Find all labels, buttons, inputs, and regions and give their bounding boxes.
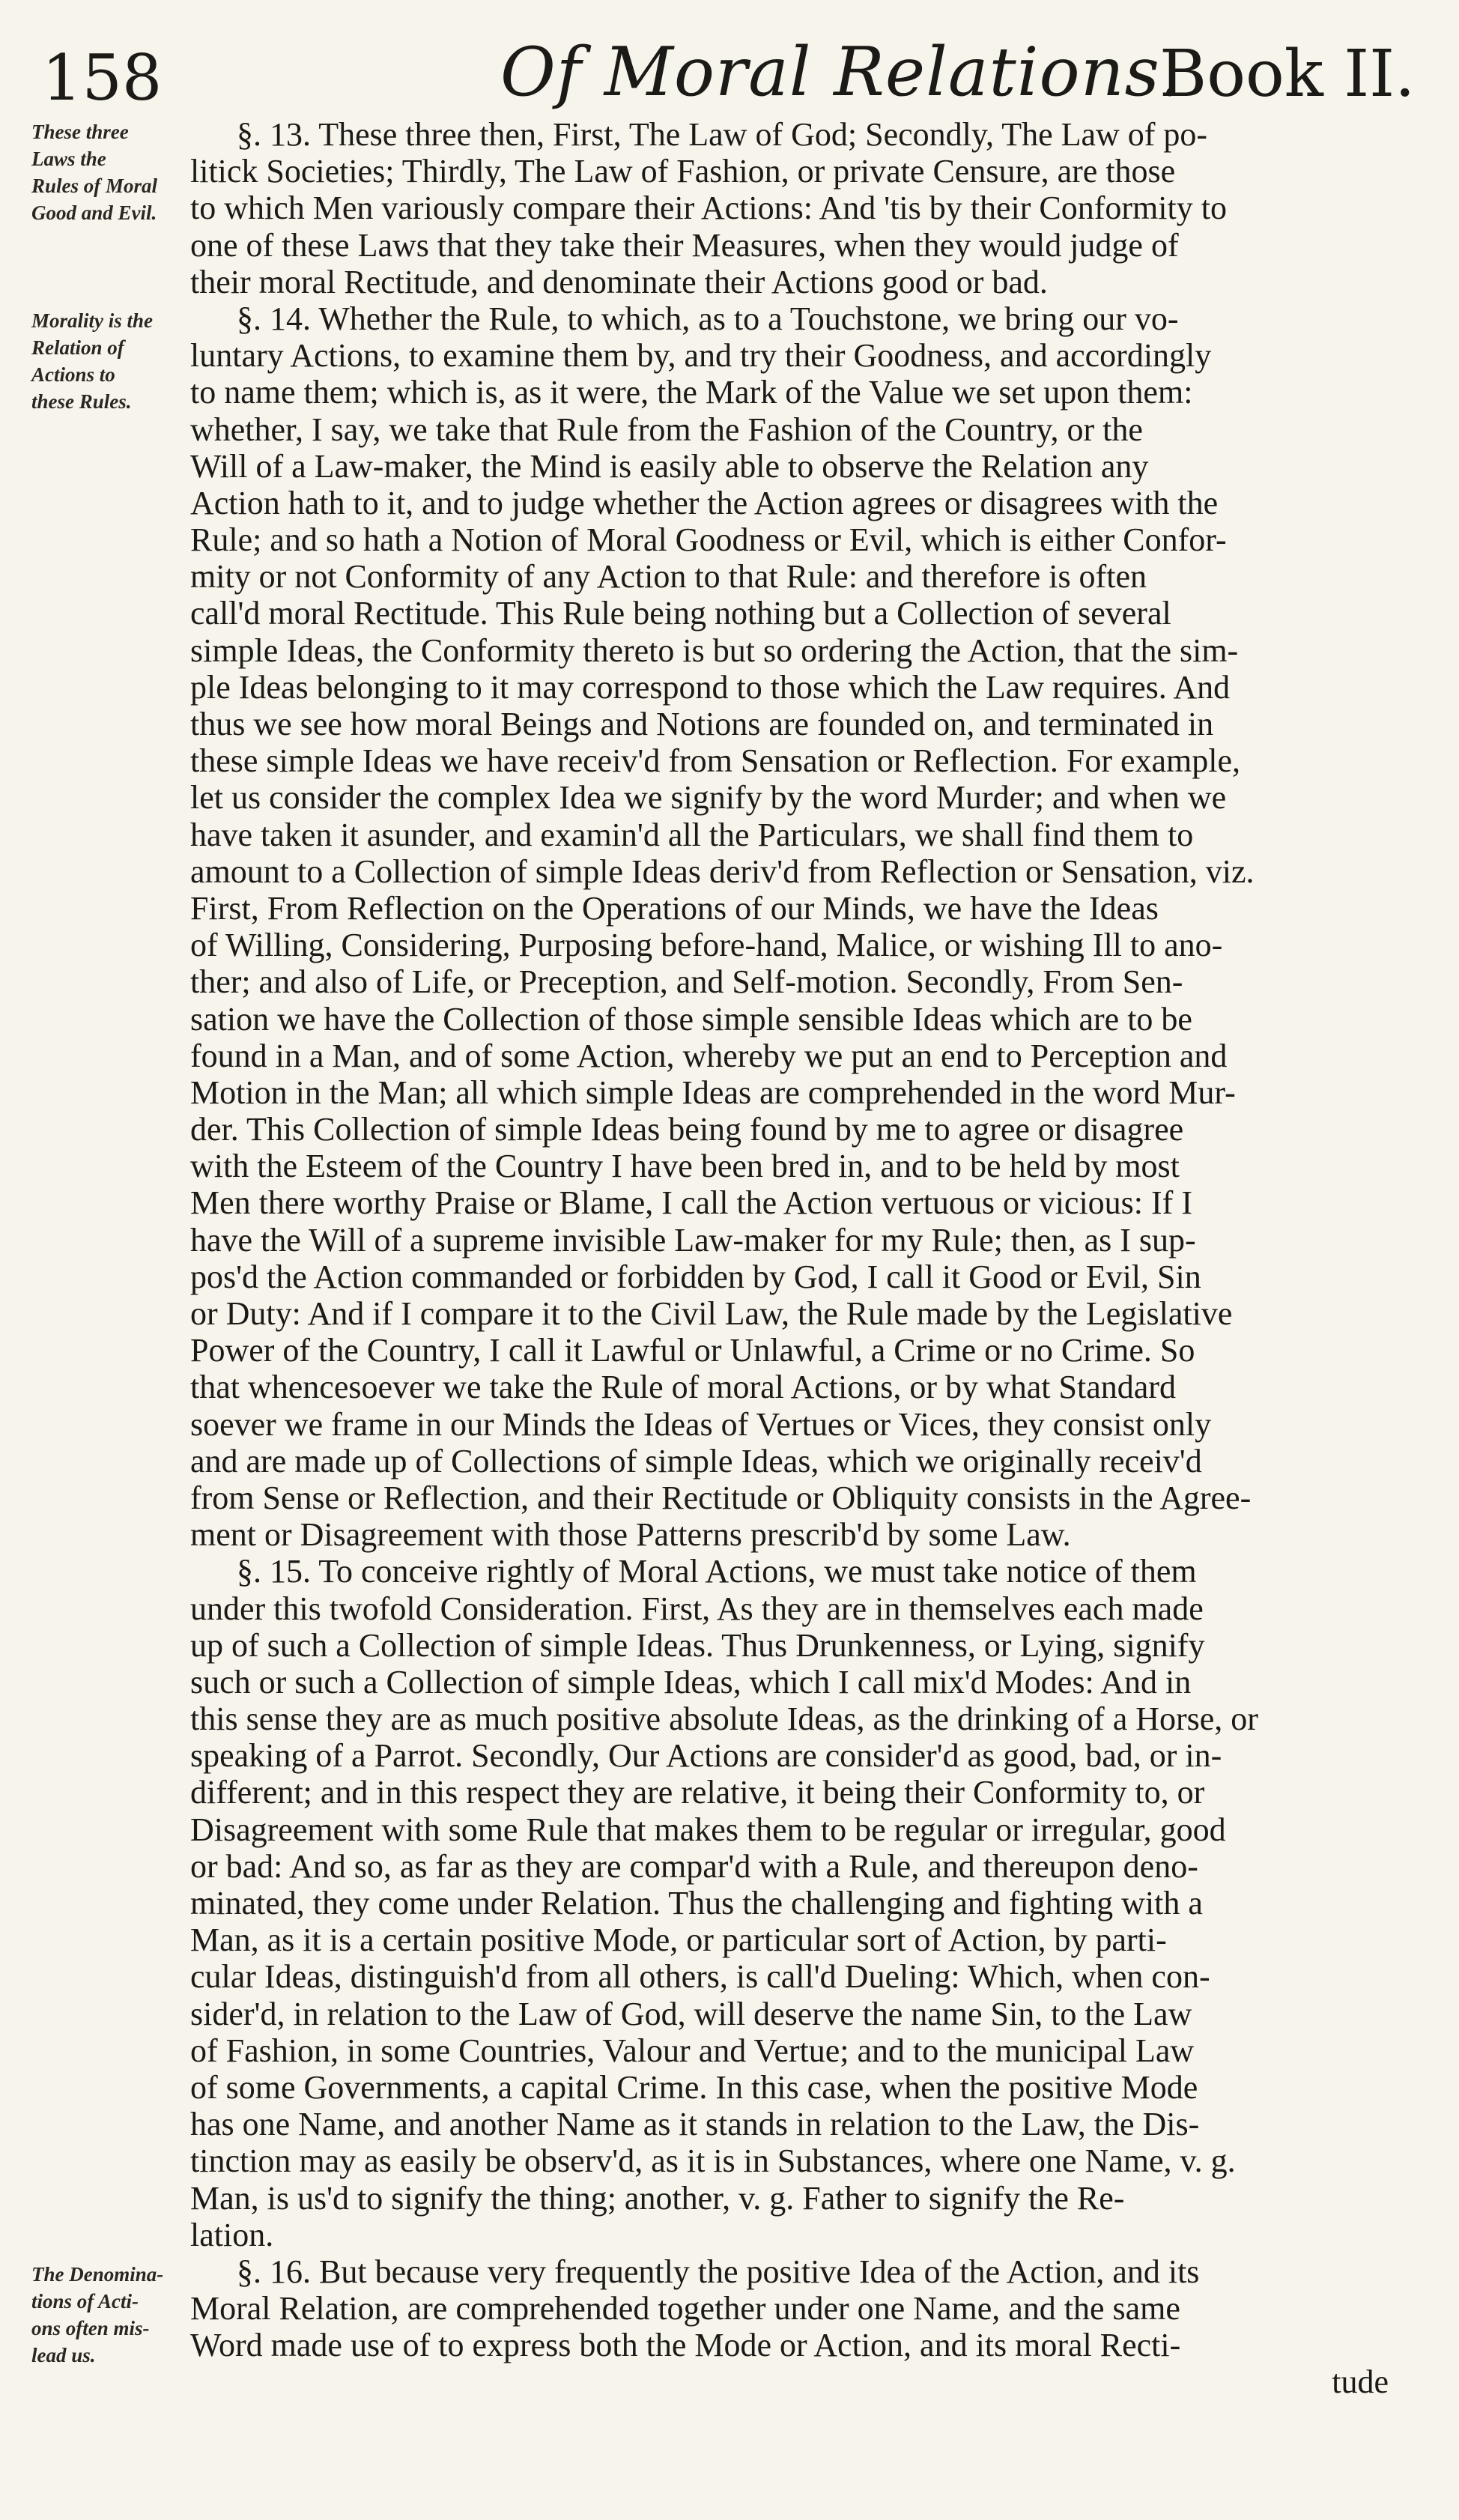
text-line: found in a Man, and of some Action, whereby we put an end to Perception and bbox=[190, 1037, 1228, 1074]
text-line: Power of the Country, I call it Lawful or Unlawful, a Crime or no Crime. So bbox=[190, 1332, 1195, 1369]
text-line: minated, they come under Relation. Thus the challenging and fighting with a bbox=[190, 1885, 1203, 1921]
text-line: Men there worthy Praise or Blame, I call the Action vertuous or vicious: If I bbox=[190, 1184, 1192, 1222]
text-line: Will of a Law-maker, the Mind is easily able to observe the Relation any bbox=[190, 447, 1149, 485]
text-line: of some Governments, a capital Crime. In this case, when the positive Mode bbox=[190, 2068, 1198, 2106]
book-label: Book II. bbox=[1159, 37, 1416, 112]
text-line: ple Ideas belonging to it may correspond to those which the Law requires. And bbox=[190, 668, 1231, 706]
margin-note-denominations bbox=[31, 2261, 204, 2369]
margin-note-line: tions of Acti- bbox=[31, 2290, 139, 2312]
text-line: ment or Disagreement with those Patterns prescrib'd by some Law. bbox=[190, 1516, 1071, 1554]
text-line: thus we see how moral Beings and Notions are founded on, and terminated in bbox=[190, 706, 1214, 742]
text-line: these simple Ideas we have receiv'd from Sensation or Reflection. For example, bbox=[190, 742, 1241, 780]
text-line: simple Ideas, the Conformity thereto is but so ordering the Action, that the sim- bbox=[190, 631, 1239, 669]
text-line: luntary Actions, to examine them by, and try their Goodness, and accordingly bbox=[190, 337, 1212, 375]
text-line: der. This Collection of simple Ideas being found by me to agree or disagree bbox=[190, 1111, 1184, 1148]
text-line: Moral Relation, are comprehended together under one Name, and the same bbox=[190, 2290, 1180, 2327]
margin-note-line: these Rules. bbox=[31, 390, 132, 413]
text-line: ther; and also of Life, or Preception, and Self-motion. Secondly, From Sen- bbox=[190, 963, 1183, 1001]
text-line: such or such a Collection of simple Ideas, which I call mix'd Modes: And in bbox=[190, 1663, 1192, 1700]
text-line: litick Societies; Thirdly, The Law of Fashion, or private Censure, are those bbox=[190, 153, 1176, 190]
page-number: 158 bbox=[42, 41, 163, 115]
text-line: §. 14. Whether the Rule, to which, as to a Touchstone, we bring our vo- bbox=[237, 300, 1179, 337]
text-line: speaking of a Parrot. Secondly, Our Actions are consider'd as good, bad, or in- bbox=[190, 1737, 1222, 1775]
text-line: mity or not Conformity of any Action to that Rule: and therefore is often bbox=[190, 558, 1147, 596]
text-line: to which Men variously compare their Actions: And 'tis by their Conformity to bbox=[190, 190, 1227, 227]
text-line: with the Esteem of the Country I have been bred in, and to be held by most bbox=[190, 1148, 1180, 1185]
text-line: has one Name, and another Name as it stands in relation to the Law, the Dis- bbox=[190, 2106, 1200, 2143]
margin-note-line: These three bbox=[31, 121, 129, 143]
text-line: or Duty: And if I compare it to the Civil Law, the Rule made by the Legislative bbox=[190, 1295, 1233, 1332]
text-line: §. 13. These three then, First, The Law of God; Secondly, The Law of po- bbox=[237, 116, 1208, 153]
margin-note-line: Relation of bbox=[31, 336, 124, 359]
text-line: one of these Laws that they take their Measures, when they would judge of bbox=[190, 226, 1179, 264]
text-line: under this twofold Consideration. First, As they are in themselves each made bbox=[190, 1590, 1204, 1627]
text-line: amount to a Collection of simple Ideas deriv'd from Reflection or Sensation, viz. bbox=[190, 852, 1255, 890]
text-line: sation we have the Collection of those simple sensible Ideas which are to be bbox=[190, 1000, 1192, 1038]
margin-note-line: ons often mis- bbox=[31, 2317, 150, 2339]
text-line: to name them; which is, as it were, the Mark of the Value we set upon them: bbox=[190, 374, 1193, 411]
text-line: lation. bbox=[190, 2216, 274, 2253]
text-line: Man, as it is a certain positive Mode, or particular sort of Action, by parti- bbox=[190, 1921, 1167, 1959]
text-line: Rule; and so hath a Notion of Moral Goodness or Evil, which is either Confor- bbox=[190, 521, 1227, 559]
text-line: Word made use of to express both the Mode or Action, and its moral Recti- bbox=[190, 2327, 1181, 2364]
text-line: Man, is us'd to signify the thing; another, v. g. Father to signify the Re- bbox=[190, 2179, 1125, 2217]
text-line: of Willing, Considering, Purposing before-hand, Malice, or wishing Ill to ano- bbox=[190, 927, 1223, 964]
text-line: sider'd, in relation to the Law of God, will deserve the name Sin, to the Law bbox=[190, 1995, 1192, 2032]
text-line: different; and in this respect they are relative, it being their Conformity to, or bbox=[190, 1774, 1205, 1811]
text-line: have taken it asunder, and examin'd all the Particulars, we shall find them to bbox=[190, 816, 1194, 853]
text-line: §. 15. To conceive rightly of Moral Actions, we must take notice of them bbox=[237, 1553, 1197, 1590]
text-line: from Sense or Reflection, and their Rectitude or Obliquity consists in the Agree- bbox=[190, 1479, 1252, 1516]
text-line: §. 16. But because very frequently the positive Idea of the Action, and its bbox=[237, 2253, 1200, 2290]
text-line: have the Will of a supreme invisible Law-maker for my Rule; then, as I sup- bbox=[190, 1221, 1196, 1259]
text-line: call'd moral Rectitude. This Rule being nothing but a Collection of several bbox=[190, 595, 1171, 632]
margin-note-line: Morality is the bbox=[31, 309, 154, 332]
text-line: of Fashion, in some Countries, Valour and Vertue; and to the municipal Law bbox=[190, 2032, 1195, 2069]
margin-note-line: Actions to bbox=[31, 363, 115, 386]
running-title: Of Moral Relations. bbox=[500, 33, 1183, 112]
text-line: Motion in the Man; all which simple Ideas are comprehended in the word Mur- bbox=[190, 1073, 1236, 1111]
text-line: whether, I say, we take that Rule from the Fashion of the Country, or the bbox=[190, 411, 1143, 448]
text-line: cular Ideas, distinguish'd from all others, is call'd Dueling: Which, when con- bbox=[190, 1958, 1210, 1996]
text-line: or bad: And so, as far as they are compar'd with a Rule, and thereupon deno- bbox=[190, 1847, 1198, 1885]
margin-note-three-laws bbox=[31, 118, 204, 226]
text-line: this sense they are as much positive absolute Ideas, as the drinking of a Horse, or bbox=[190, 1700, 1258, 1738]
body-text bbox=[190, 116, 1389, 2401]
text-line: Disagreement with some Rule that makes them to be regular or irregular, good bbox=[190, 1811, 1226, 1848]
text-line: their moral Rectitude, and denominate their Actions good or bad. bbox=[190, 263, 1048, 300]
text-line: let us consider the complex Idea we signify by the word Murder; and when we bbox=[190, 779, 1227, 817]
text-line: that whencesoever we take the Rule of moral Actions, or by what Standard bbox=[190, 1369, 1176, 1406]
margin-note-line: lead us. bbox=[31, 2344, 96, 2366]
text-line: up of such a Collection of simple Ideas. Thus Drunkenness, or Lying, signify bbox=[190, 1626, 1205, 1664]
text-line: and are made up of Collections of simple Ideas, which we originally receiv'd bbox=[190, 1442, 1202, 1479]
catchword: tude bbox=[1332, 2363, 1389, 2401]
text-line: tinction may as easily be observ'd, as it is in Substances, where one Name, v. g. bbox=[190, 2142, 1236, 2180]
page-header bbox=[0, 30, 1459, 127]
margin-note-line: Good and Evil. bbox=[31, 202, 157, 224]
margin-note-line: The Denomina- bbox=[31, 2263, 164, 2286]
text-line: First, From Reflection on the Operations of our Minds, we have the Ideas bbox=[190, 889, 1159, 927]
text-line: pos'd the Action commanded or forbidden by God, I call it Good or Evil, Sin bbox=[190, 1258, 1201, 1295]
text-line: Action hath to it, and to judge whether the Action agrees or disagrees with the bbox=[190, 484, 1219, 521]
margin-note-line: Rules of Moral bbox=[31, 175, 158, 197]
margin-note-morality-relation bbox=[31, 307, 204, 415]
text-line: soever we frame in our Minds the Ideas of Vertues or Vices, they consist only bbox=[190, 1405, 1212, 1443]
margin-note-line: Laws the bbox=[31, 148, 106, 170]
